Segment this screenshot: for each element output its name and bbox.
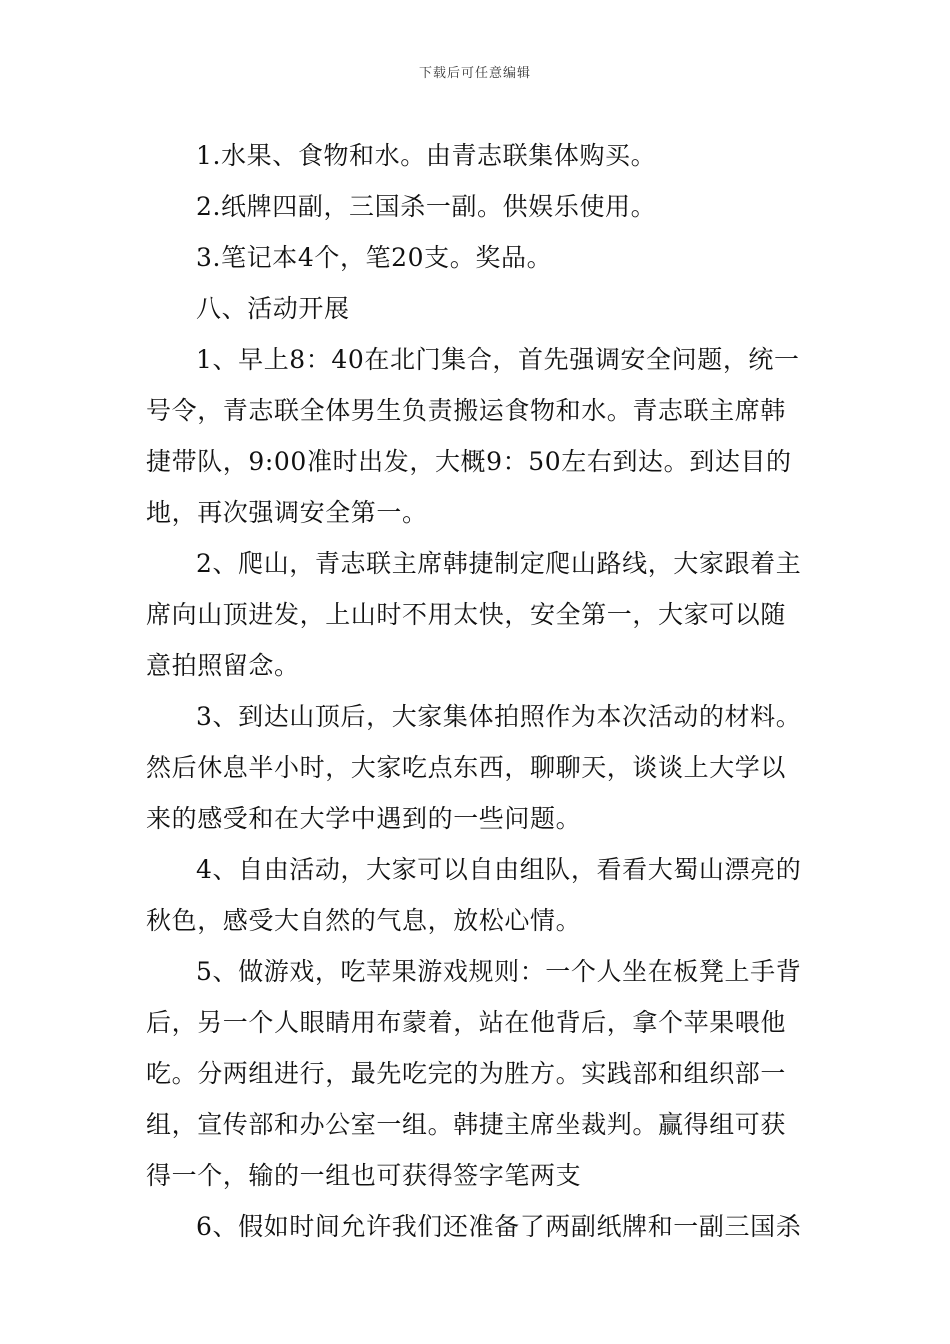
text-line: 意拍照留念。 [146, 651, 300, 680]
text-line: 2.纸牌四副，三国杀一副。供娱乐使用。 [196, 192, 657, 221]
text-line: 4、自由活动，大家可以自由组队，看看大蜀山漂亮的 [196, 855, 802, 884]
text-line: 吃。分两组进行，最先吃完的为胜方。实践部和组织部一 [146, 1059, 787, 1088]
paragraph [146, 334, 810, 538]
paragraph [146, 1201, 810, 1252]
document-body [146, 130, 810, 1252]
text-line: 2、爬山，青志联主席韩捷制定爬山路线，大家跟着主 [196, 549, 802, 578]
paragraph [146, 130, 810, 181]
text-line: 地，再次强调安全第一。 [146, 498, 428, 527]
text-line: 号令，青志联全体男生负责搬运食物和水。青志联主席韩 [146, 396, 787, 425]
paragraph [146, 181, 810, 232]
text-line: 后，另一个人眼睛用布蒙着，站在他背后，拿个苹果喂他 [146, 1008, 787, 1037]
text-line: 八、活动开展 [196, 294, 350, 323]
paragraph [146, 946, 810, 1201]
text-line: 3、到达山顶后，大家集体拍照作为本次活动的材料。 [196, 702, 802, 731]
text-line: 6、假如时间允许我们还准备了两副纸牌和一副三国杀 [196, 1212, 802, 1241]
text-line: 然后休息半小时，大家吃点东西，聊聊天，谈谈上大学以 [146, 753, 787, 782]
paragraph [146, 844, 810, 946]
paragraph [146, 538, 810, 691]
page-header: 下载后可任意编辑 [418, 66, 531, 81]
text-line: 得一个，输的一组也可获得签字笔两支 [146, 1161, 582, 1190]
text-line: 来的感受和在大学中遇到的一些问题。 [146, 804, 582, 833]
text-line: 5、做游戏，吃苹果游戏规则：一个人坐在板凳上手背 [196, 957, 802, 986]
text-line: 席向山顶进发，上山时不用太快，安全第一，大家可以随 [146, 600, 787, 629]
paragraph [146, 283, 810, 334]
paragraph [146, 232, 810, 283]
text-line: 1、早上8：40在北门集合，首先强调安全问题，统一 [196, 345, 800, 374]
text-line: 3.笔记本4个，笔20支。奖品。 [196, 243, 553, 272]
paragraph [146, 691, 810, 844]
text-line: 秋色，感受大自然的气息，放松心情。 [146, 906, 582, 935]
text-line: 1.水果、食物和水。由青志联集体购买。 [196, 141, 657, 170]
text-line: 组，宣传部和办公室一组。韩捷主席坐裁判。赢得组可获 [146, 1110, 787, 1139]
text-line: 捷带队，9:00准时出发，大概9：50左右到达。到达目的 [146, 447, 792, 476]
